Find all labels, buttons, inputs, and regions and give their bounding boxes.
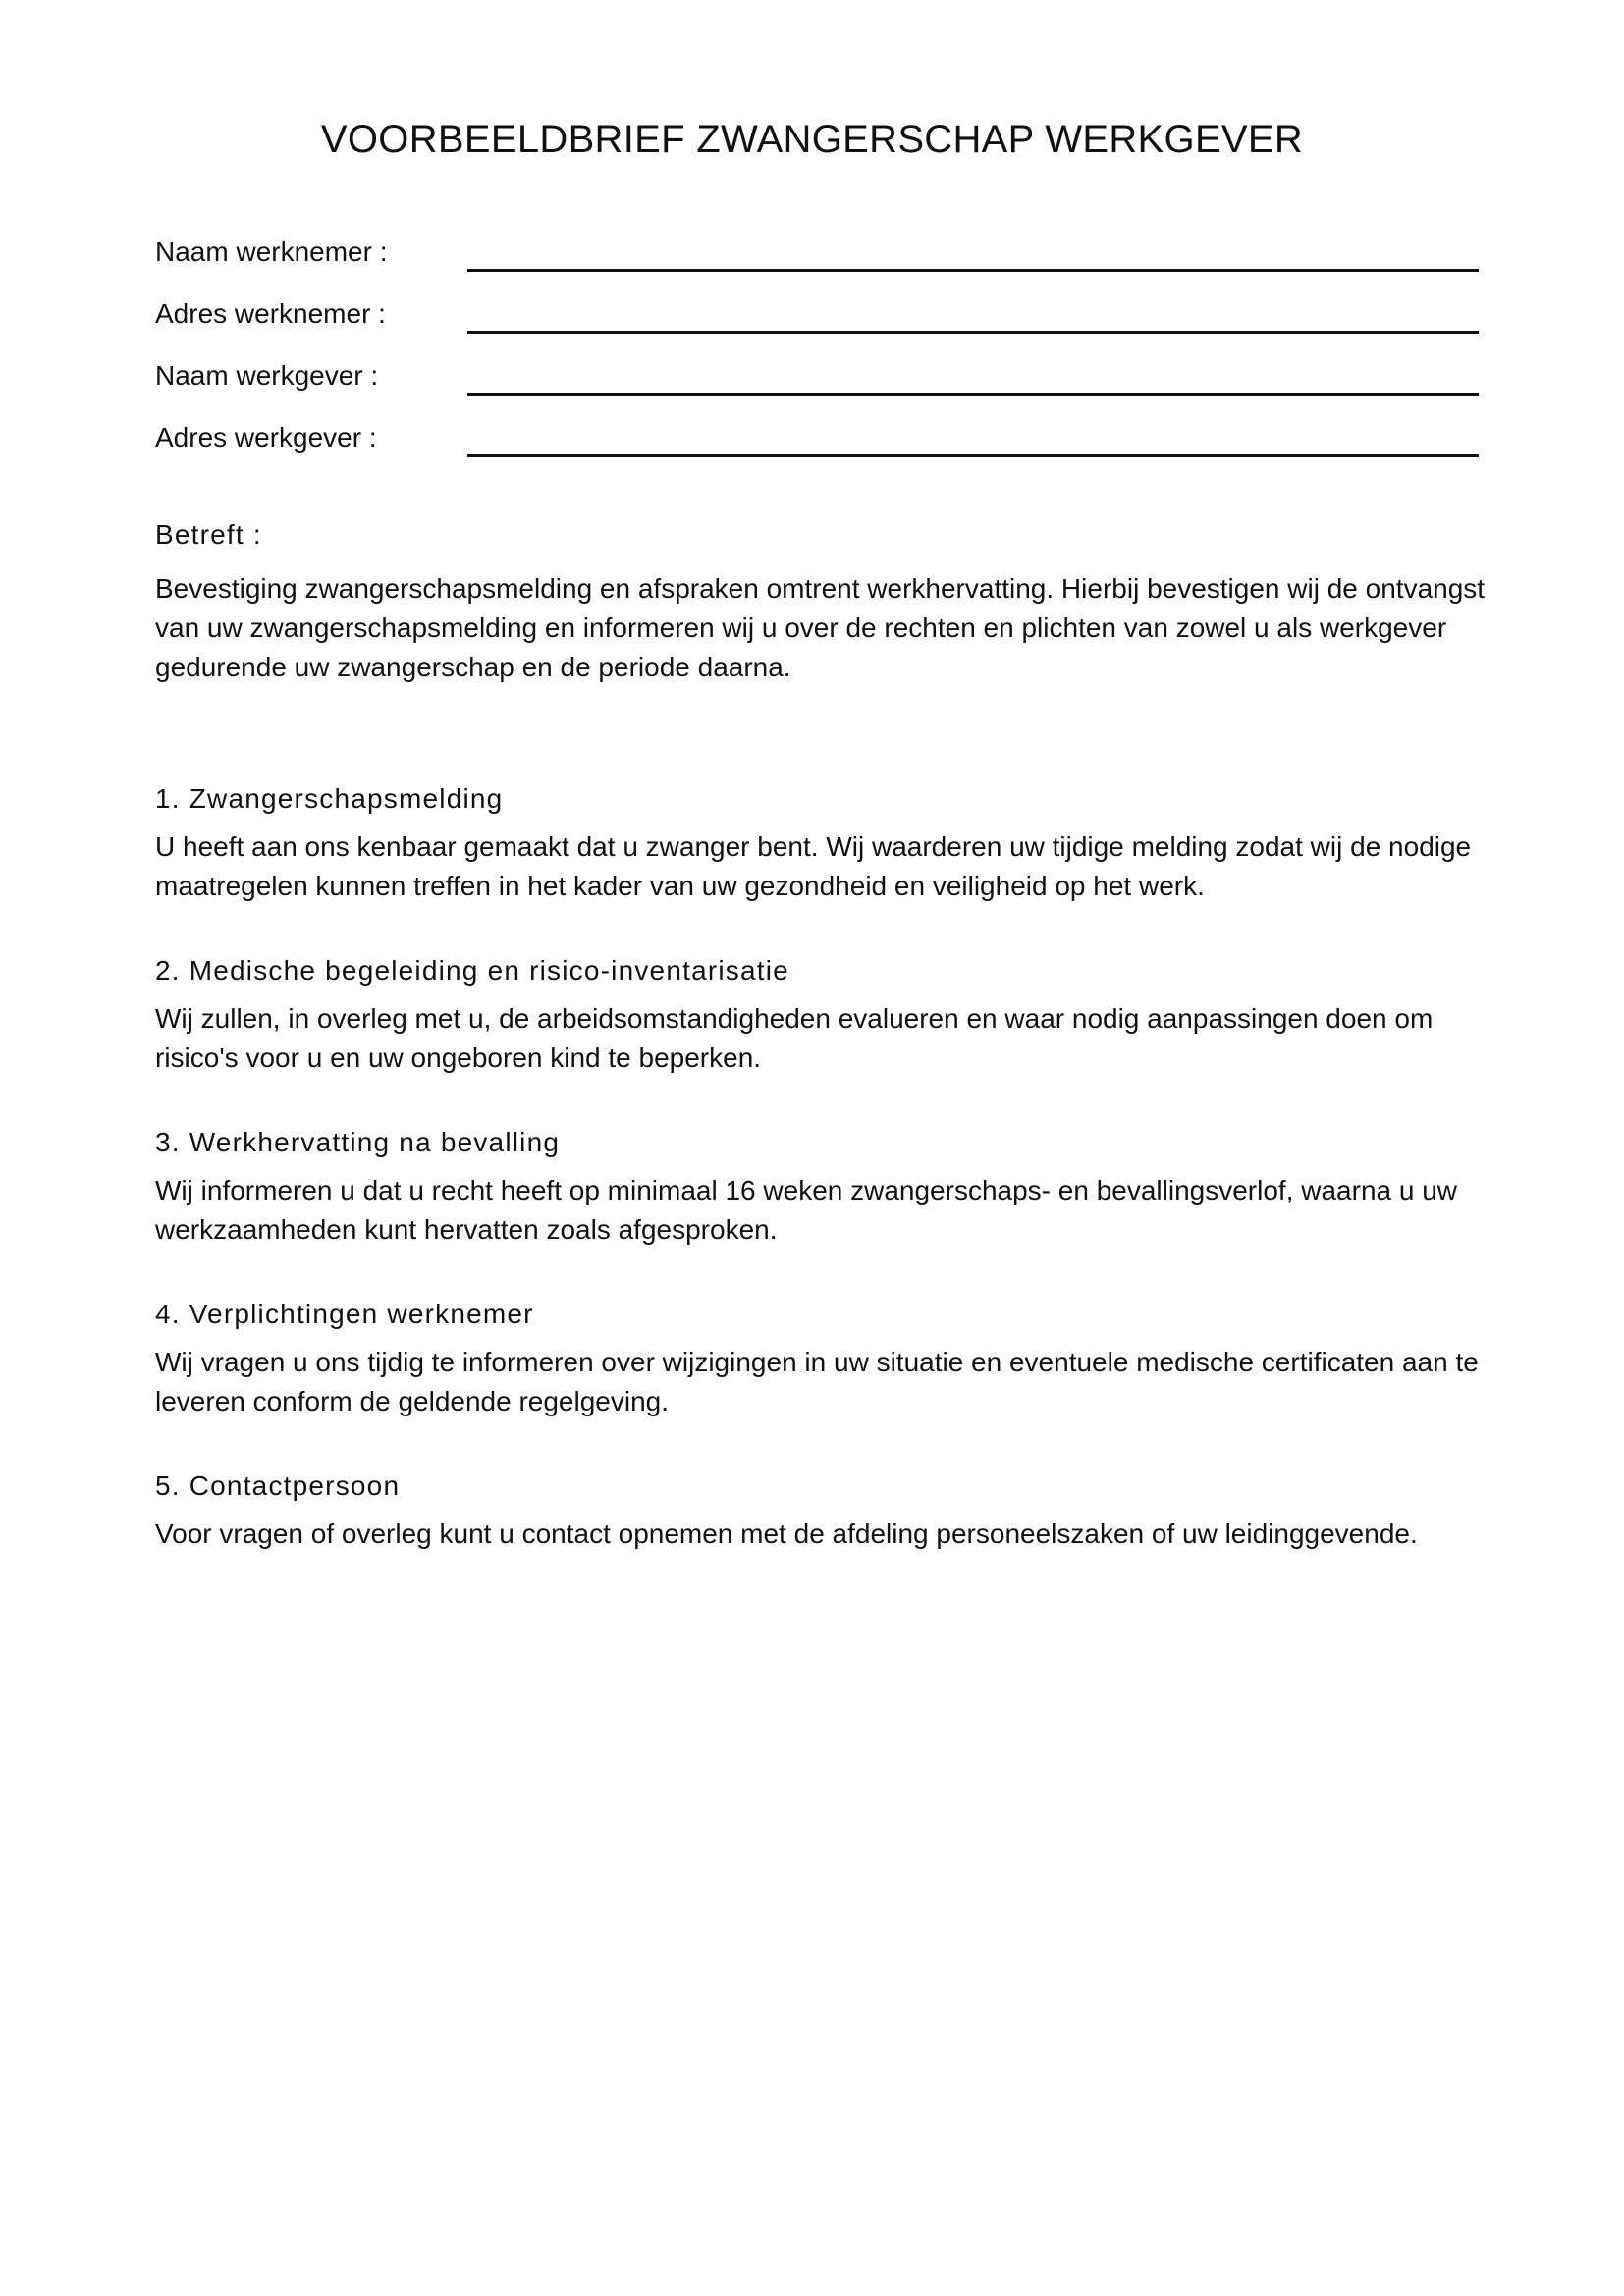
- section-heading-4: 4. Verplichtingen werknemer: [155, 1299, 534, 1329]
- field-label: Naam werkgever :: [155, 360, 379, 391]
- field-naam-werkgever[interactable]: [155, 359, 1479, 408]
- section-text-2: Wij zullen, in overleg met u, de arbeidsomstandigheden evalueren en waar nodig aanpassingen doen om risico's voor u en uw ongeboren kind te beperken.: [155, 1003, 1434, 1073]
- fill-in-line[interactable]: [467, 393, 1479, 396]
- section-heading-5: 5. Contactpersoon: [155, 1470, 401, 1501]
- section-text-4: Wij vragen u ons tijdig te informeren over wijzigingen in uw situatie en eventuele medische certificaten aan te leveren conform de geldende regelgeving.: [155, 1347, 1479, 1416]
- fill-in-line[interactable]: [467, 454, 1479, 457]
- fill-in-line[interactable]: [467, 331, 1479, 334]
- field-label: Adres werknemer :: [155, 298, 386, 329]
- section-heading-3: 3. Werkhervatting na bevalling: [155, 1127, 561, 1157]
- field-naam-werknemer[interactable]: [155, 236, 1479, 285]
- field-label: Adres werkgever :: [155, 422, 377, 453]
- section-text-5: Voor vragen of overleg kunt u contact opnemen met de afdeling personeelszaken of uw leidinggevende.: [155, 1519, 1418, 1549]
- field-adres-werknemer[interactable]: [155, 297, 1479, 347]
- section-text-1: U heeft aan ons kenbaar gemaakt dat u zwanger bent. Wij waarderen uw tijdige melding zodat wij de nodige maatregelen kunnen treffen in het kader van uw gezondheid en veiligheid op het werk.: [155, 831, 1472, 901]
- field-label: Naam werknemer :: [155, 237, 388, 267]
- section-text-3: Wij informeren u dat u recht heeft op minimaal 16 weken zwangerschaps- en bevallingsverlof, waarna u uw werkzaamheden kunt hervatten zoals afgesproken.: [155, 1175, 1458, 1245]
- document-title: VOORBEELDBRIEF ZWANGERSCHAP WERKGEVER: [320, 118, 1304, 161]
- fill-in-line[interactable]: [467, 269, 1479, 272]
- betreft-text: Bevestiging zwangerschapsmelding en afspraken omtrent werkhervatting. Hierbij bevestigen wij de ontvangst van uw zwangerschapsmelding en informeren wij u over de rechten en plichten van zowel u als werkgever gedurende uw zwangerschap en de periode daarna.: [155, 573, 1486, 682]
- field-adres-werkgever[interactable]: [155, 421, 1479, 470]
- betreft-heading: Betreft :: [155, 519, 262, 550]
- section-heading-1: 1. Zwangerschapsmelding: [155, 783, 504, 814]
- section-heading-2: 2. Medische begeleiding en risico-inventarisatie: [155, 955, 789, 986]
